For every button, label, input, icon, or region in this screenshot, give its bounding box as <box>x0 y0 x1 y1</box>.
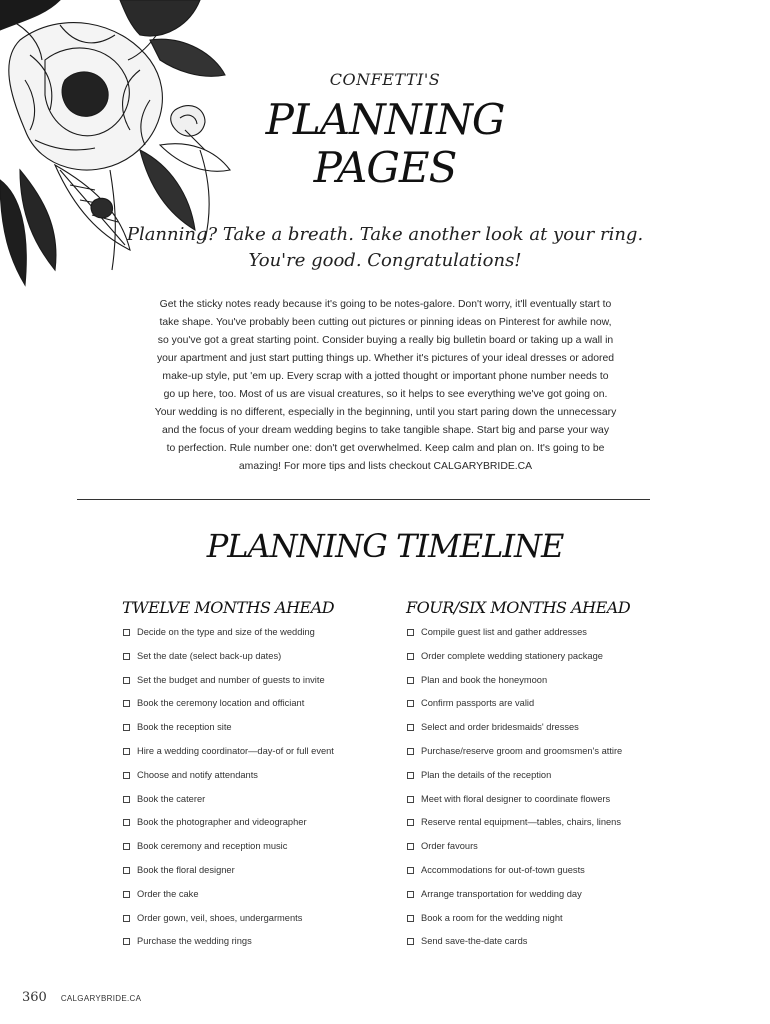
twelve-months-heading: TWELVE MONTHS AHEAD <box>122 598 335 617</box>
checkbox-icon <box>407 915 414 922</box>
checklist-item-label: Purchase the wedding rings <box>137 936 252 947</box>
checklist-item-label: Reserve rental equipment—tables, chairs, linens <box>421 817 621 828</box>
checkbox-icon <box>407 748 414 755</box>
checklist-item <box>122 698 392 722</box>
intro-line: to perfection. Rule number one: don't get overwhelmed. Keep calm and plan on. It's going to be <box>166 443 605 454</box>
checkbox-icon <box>123 677 130 684</box>
checklist-item-label: Book the reception site <box>137 722 232 733</box>
checklist-item <box>122 770 392 794</box>
checklist-item-label: Purchase/reserve groom and groomsmen's attire <box>421 745 623 756</box>
checklist-item <box>122 865 392 889</box>
page-title-line-2: PAGES <box>313 143 457 192</box>
checkbox-icon <box>407 724 414 731</box>
checklist-item <box>406 722 686 746</box>
checklist-item-label: Compile guest list and gather addresses <box>421 627 587 637</box>
intro-line: your apartment and just start putting things up. Whether it's pictures of your ideal dresses or adored <box>156 353 615 364</box>
footer-site-name: CALGARYBRIDE.CA <box>60 994 142 1003</box>
checklist-item-label: Order complete wedding stationery package <box>421 650 603 661</box>
intro-line: make-up style, put 'em up. Every scrap with a jotted thought or important phone number needs to <box>162 371 609 382</box>
checklist-item <box>406 936 686 960</box>
checklist-item-label: Order favours <box>421 841 478 852</box>
checkbox-icon <box>407 700 414 707</box>
checklist-item <box>122 936 392 960</box>
twelve-months-column <box>122 598 392 960</box>
checklist-item <box>406 675 686 699</box>
checklist-item <box>406 889 686 913</box>
checklist-item <box>122 627 392 651</box>
checkbox-icon <box>407 819 414 826</box>
checklist-item <box>122 841 392 865</box>
intro-line: go up here, too. Most of us are visual creatures, so it helps to see everything we've got going on. <box>163 389 608 400</box>
checklist-item-label: Set the budget and number of guests to invite <box>137 674 325 685</box>
checklist-item <box>406 651 686 675</box>
checkbox-icon <box>123 724 130 731</box>
checklist-item <box>122 889 392 913</box>
checklist-item <box>122 722 392 746</box>
checkbox-icon <box>407 843 414 850</box>
four-six-months-column <box>406 598 686 960</box>
checkbox-icon <box>407 677 414 684</box>
checklist-item <box>122 817 392 841</box>
checkbox-icon <box>123 748 130 755</box>
checklist-item <box>122 651 392 675</box>
checklist-item-label: Arrange transportation for wedding day <box>421 888 582 899</box>
page-subtitle <box>0 222 770 274</box>
checkbox-icon <box>123 915 130 922</box>
checklist-item-label: Plan and book the honeymoon <box>421 674 548 685</box>
checklist-item <box>406 841 686 865</box>
checkbox-icon <box>123 700 130 707</box>
page-footer <box>22 990 141 1005</box>
magazine-eyebrow: CONFETTI'S <box>329 70 441 89</box>
checklist-item-label: Book the floral designer <box>137 864 235 875</box>
checkbox-icon <box>407 653 414 660</box>
checklist-item-label: Order gown, veil, shoes, undergarments <box>137 912 303 923</box>
intro-paragraph <box>148 296 623 476</box>
checklist-item-label: Book a room for the wedding night <box>421 912 563 923</box>
checkbox-icon <box>123 938 130 945</box>
checklist-item-label: Plan the details of the reception <box>421 769 552 780</box>
section-divider <box>77 499 650 500</box>
four-six-months-checklist <box>406 627 686 960</box>
checklist-item <box>406 794 686 818</box>
checklist-item <box>122 913 392 937</box>
checkbox-icon <box>123 819 130 826</box>
intro-line: take shape. You've probably been cutting out pictures or pinning ideas on Pinterest for awhile now, <box>159 317 612 328</box>
intro-line: amazing! For more tips and lists checkout CALGARYBRIDE.CA <box>238 461 533 472</box>
page-title <box>0 96 770 192</box>
checkbox-icon <box>407 772 414 779</box>
checkbox-icon <box>407 629 414 636</box>
twelve-months-checklist <box>122 627 392 960</box>
checkbox-icon <box>407 938 414 945</box>
checkbox-icon <box>123 772 130 779</box>
checklist-item <box>122 675 392 699</box>
checklist-item-label: Book the ceremony location and officiant <box>137 698 305 709</box>
checkbox-icon <box>407 891 414 898</box>
checklist-item <box>406 627 686 651</box>
checklist-item <box>406 770 686 794</box>
checklist-item <box>406 698 686 722</box>
checklist-item-label: Order the cake <box>137 888 199 899</box>
checklist-item-label: Send save-the-date cards <box>421 936 528 947</box>
page-title-line-1: PLANNING <box>265 95 505 144</box>
intro-line: Your wedding is no different, especially in the beginning, until you start paring down the unnecessary <box>154 407 617 418</box>
checkbox-icon <box>123 653 130 660</box>
checkbox-icon <box>123 843 130 850</box>
checklist-item <box>406 746 686 770</box>
checklist-item-label: Meet with floral designer to coordinate flowers <box>421 793 611 804</box>
checklist-item-label: Set the date (select back-up dates) <box>137 650 282 661</box>
checklist-item-label: Book the caterer <box>137 793 206 804</box>
checklist-item-label: Book ceremony and reception music <box>137 841 288 852</box>
checklist-item-label: Select and order bridesmaids' dresses <box>421 722 579 733</box>
checklist-item-label: Decide on the type and size of the wedding <box>137 627 315 637</box>
checklist-item <box>406 913 686 937</box>
checkbox-icon <box>407 796 414 803</box>
checkbox-icon <box>123 867 130 874</box>
timeline-title: PLANNING TIMELINE <box>206 527 564 565</box>
checklist-item <box>406 817 686 841</box>
subtitle-line-2: You're good. Congratulations! <box>248 250 522 271</box>
subtitle-line-1: Planning? Take a breath. Take another look at your ring. <box>126 224 644 245</box>
checklist-item-label: Accommodations for out-of-town guests <box>421 864 585 875</box>
page-number: 360 <box>22 990 47 1005</box>
checklist-item <box>406 865 686 889</box>
intro-line: so you've got a great starting point. Consider buying a really big bulletin board or taking up a wall in <box>157 335 614 346</box>
checklist-item <box>122 746 392 770</box>
checklist-item-label: Confirm passports are valid <box>421 698 535 709</box>
checkbox-icon <box>123 629 130 636</box>
checklist-item-label: Hire a wedding coordinator—day-of or full event <box>137 745 334 756</box>
checkbox-icon <box>123 891 130 898</box>
checkbox-icon <box>123 796 130 803</box>
intro-line: Get the sticky notes ready because it's going to be notes-galore. Don't worry, it'll eventually start to <box>159 299 612 310</box>
checklist-item-label: Book the photographer and videographer <box>137 817 307 828</box>
checkbox-icon <box>407 867 414 874</box>
checklist-item <box>122 794 392 818</box>
checklist-item-label: Choose and notify attendants <box>137 769 258 780</box>
four-six-months-heading: FOUR/SIX MONTHS AHEAD <box>406 598 631 617</box>
intro-line: and the focus of your dream wedding begins to take tangible shape. Start big and parse your way <box>161 425 610 436</box>
